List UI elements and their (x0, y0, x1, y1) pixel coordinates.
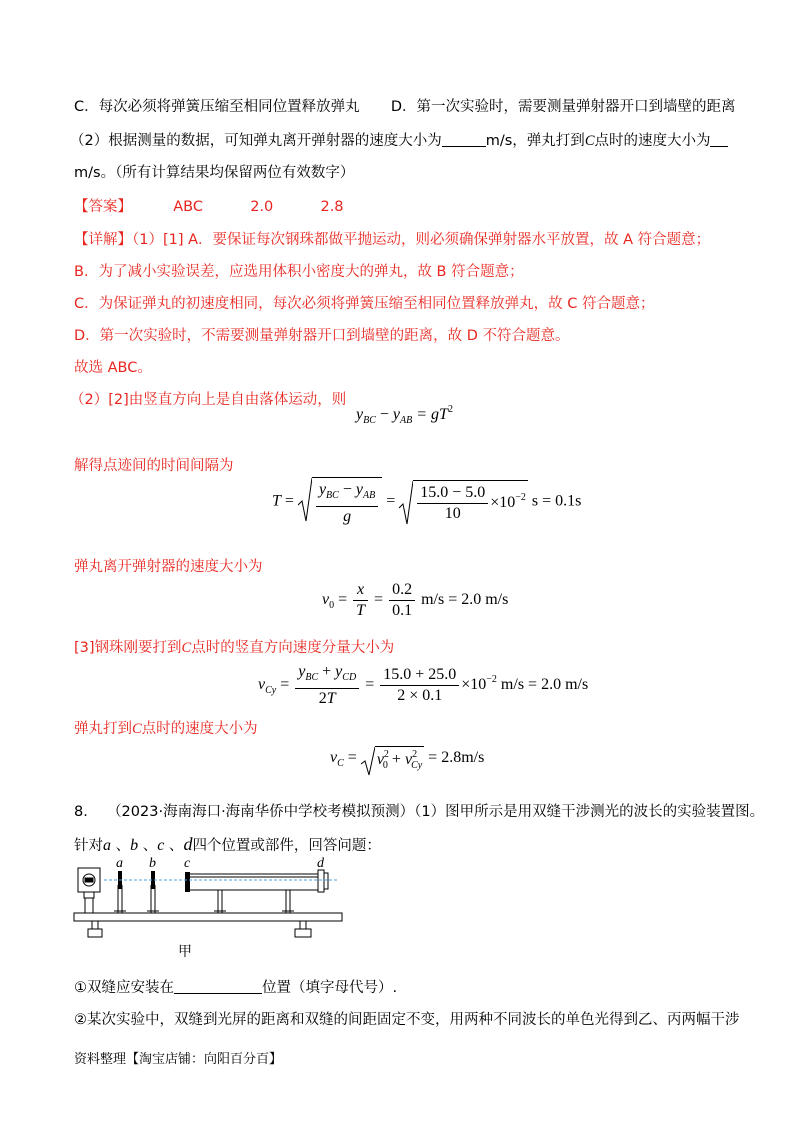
question-2-line-1: （2）根据测量的数据，可知弹丸离开弹射器的速度大小为 m/s，弹丸打到C点时的速度大小为 (70, 131, 728, 151)
detail-line-10: 弹丸打到C点时的速度大小为 (74, 721, 258, 737)
double-slit-apparatus-figure (70, 855, 360, 960)
detail-line-3: C．为保证弹丸的初速度相同，每次必须将弹簧压缩至相同位置释放弹丸，故 C 符合题意； (74, 296, 655, 312)
question-2-line-2: m/s。（所有计算结果均保留两位有效数字） (74, 165, 355, 181)
lens-tube (188, 874, 320, 890)
question-8-line-2: 针对a 、b 、c 、d四个位置或部件，回答问题： (74, 834, 381, 854)
label-b: b (149, 856, 156, 871)
option-line-cd (74, 97, 736, 117)
sub-question-1: ①双缝应安装在 位置（填字母代号）. (74, 980, 398, 996)
label-c: c (184, 856, 191, 871)
option-c: C．每次必须将弹簧压缩至相同位置释放弹丸 (74, 99, 360, 115)
formula-3: $v_0$ = $\frac{x}{T}$ = $\frac{0.2}{0.1}$ m/s = 2.0 m/s (322, 581, 509, 619)
answer-blank-3 (174, 979, 262, 994)
detail-label: 【详解】 (74, 232, 132, 248)
question-8-header (74, 802, 764, 822)
optical-rail (74, 913, 342, 921)
formula-4: $v_{Cy}$ = $\frac{y_{BC} + y_{CD}}{2T}$ = $\frac{15.0 + 25.0}{2 \times 0.1}$ $\times 10^{-2}$ m/s = 2.0 m/s (258, 663, 589, 707)
detail-line-4: D．第一次实验时，不需要测量弹射器开口到墙壁的距离，故 D 不符合题意。 (74, 328, 570, 344)
answer-1: ABC (173, 199, 203, 215)
detail-line-7: 解得点迹间的时间间隔为 (74, 458, 234, 474)
formula-1: $y_{BC} - y_{AB} = gT^2$ (356, 404, 453, 426)
figure-caption: 甲 (178, 944, 192, 960)
sub-question-2: ②某次实验中，双缝到光屏的距离和双缝的间距固定不变，用两种不同波长的单色光得到乙、丙两幅干涉 (74, 1012, 740, 1028)
detail-line-1: 【详解】（1）[1] A．要保证每次钢珠都做平抛运动，则必须确保弹射器水平放置，故 A 符合题意； (74, 232, 711, 248)
detail-line-6: （2）[2]由竖直方向上是自由落体运动，则 (70, 392, 347, 408)
footer-note: 资料整理【淘宝店铺：向阳百分百】 (74, 1052, 283, 1067)
component-d (318, 870, 324, 892)
detail-line-2: B．为了减小实验误差，应选用体积小密度大的弹丸，故 B 符合题意； (74, 264, 524, 280)
detail-line-8: 弹丸离开弹射器的速度大小为 (74, 559, 263, 575)
label-a: a (116, 856, 123, 871)
detail-line-9: [3]钢珠刚要打到C点时的竖直方向速度分量大小为 (74, 640, 395, 656)
detail-line-5: 故选 ABC。 (74, 360, 152, 376)
question-number: 8. (74, 804, 88, 820)
answer-3: 2.8 (320, 199, 344, 215)
option-d: D．第一次实验时，需要测量弹射器开口到墙壁的距离 (390, 99, 736, 115)
label-d: d (317, 856, 324, 871)
answer-blank-1 (442, 132, 486, 147)
answer-blank-2 (710, 132, 728, 147)
component-c (185, 872, 190, 892)
question-source: （2023·海南海口·海南华侨中学校考模拟预测）（1）图甲所示是用双缝干涉测光的波长的实验装置图。 (107, 804, 765, 820)
answer-2: 2.0 (250, 199, 274, 215)
formula-5: $v_C$ = $v^2_0 + v^2_{Cy} = 2.8m/s$ (330, 746, 484, 771)
answer-line (74, 197, 344, 217)
formula-2: T = $\frac{y_{BC} - y_{AB}}{g}$ = $\frac{15.0 - 5.0}{10}$ $\times 10^{-2}$ s = 0.1s (272, 477, 581, 527)
answer-label: 【答案】 (74, 199, 132, 215)
